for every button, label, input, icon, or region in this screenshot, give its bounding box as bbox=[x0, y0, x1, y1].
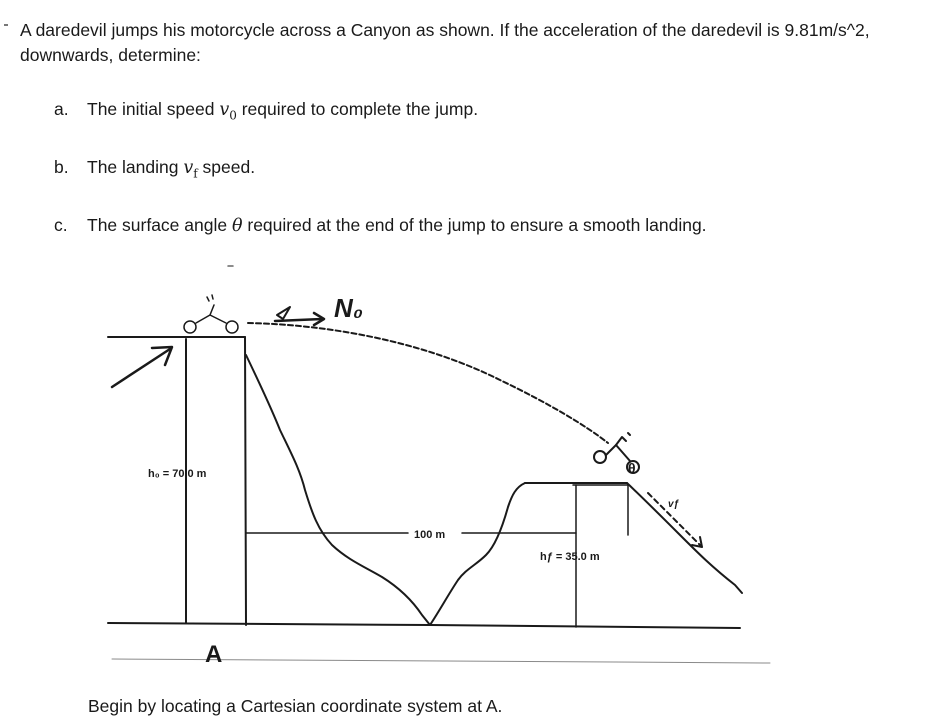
theta-marker: θ bbox=[628, 460, 636, 476]
ground-line bbox=[108, 623, 430, 625]
footer-instruction: Begin by locating a Cartesian coordinate system at A. bbox=[88, 696, 503, 716]
question-a-text-after: required to complete the jump. bbox=[236, 99, 479, 119]
landing-speed-symbol: $v_f$ bbox=[183, 158, 198, 181]
question-c bbox=[54, 214, 707, 237]
question-b bbox=[54, 156, 255, 185]
landing-velocity-label: vƒ bbox=[668, 499, 680, 510]
theta-symbol: θ bbox=[231, 216, 243, 236]
question-c-letter: c. bbox=[54, 215, 68, 235]
question-b-text-before: The landing bbox=[87, 157, 184, 177]
question-c-text-after: required at the end of the jump to ensure a smooth landing. bbox=[242, 215, 707, 235]
problem-intro: A daredevil jumps his motorcycle across a Canyon as shown. If the acceleration of the daredevil is 9.81m/s^2, downwards, determine: bbox=[20, 20, 870, 65]
origin-label-a: A bbox=[205, 641, 223, 668]
canyon-wall-right bbox=[430, 483, 525, 625]
question-b-text-after: speed. bbox=[197, 157, 256, 177]
initial-speed-symbol: $v_0$ bbox=[219, 100, 237, 123]
initial-velocity-label: N₀ bbox=[334, 293, 364, 323]
question-c-text-before: The surface angle bbox=[87, 215, 232, 235]
bullet-mark bbox=[4, 24, 8, 26]
hf-top-tick bbox=[573, 485, 628, 535]
question-a-letter: a. bbox=[54, 99, 69, 119]
h0-label: h₀ = 70.0 m bbox=[148, 468, 207, 480]
hf-label: hƒ = 35.0 m bbox=[540, 551, 600, 563]
question-a-text-before: The initial speed bbox=[87, 99, 220, 119]
arrow-sketch-mark bbox=[277, 307, 290, 319]
question-a bbox=[54, 98, 478, 127]
distance-label: 100 m bbox=[414, 529, 446, 541]
ground-line-right bbox=[430, 625, 740, 628]
landing-downslope bbox=[627, 483, 742, 593]
canyon-jump-diagram bbox=[0, 255, 946, 680]
canyon-wall-left bbox=[246, 355, 430, 625]
motorcycle-takeoff-sketch bbox=[184, 295, 238, 333]
approach-arrow bbox=[112, 349, 170, 387]
trajectory-dashed bbox=[248, 323, 608, 443]
question-b-letter: b. bbox=[54, 157, 69, 177]
cliff-right-edge bbox=[245, 337, 246, 625]
